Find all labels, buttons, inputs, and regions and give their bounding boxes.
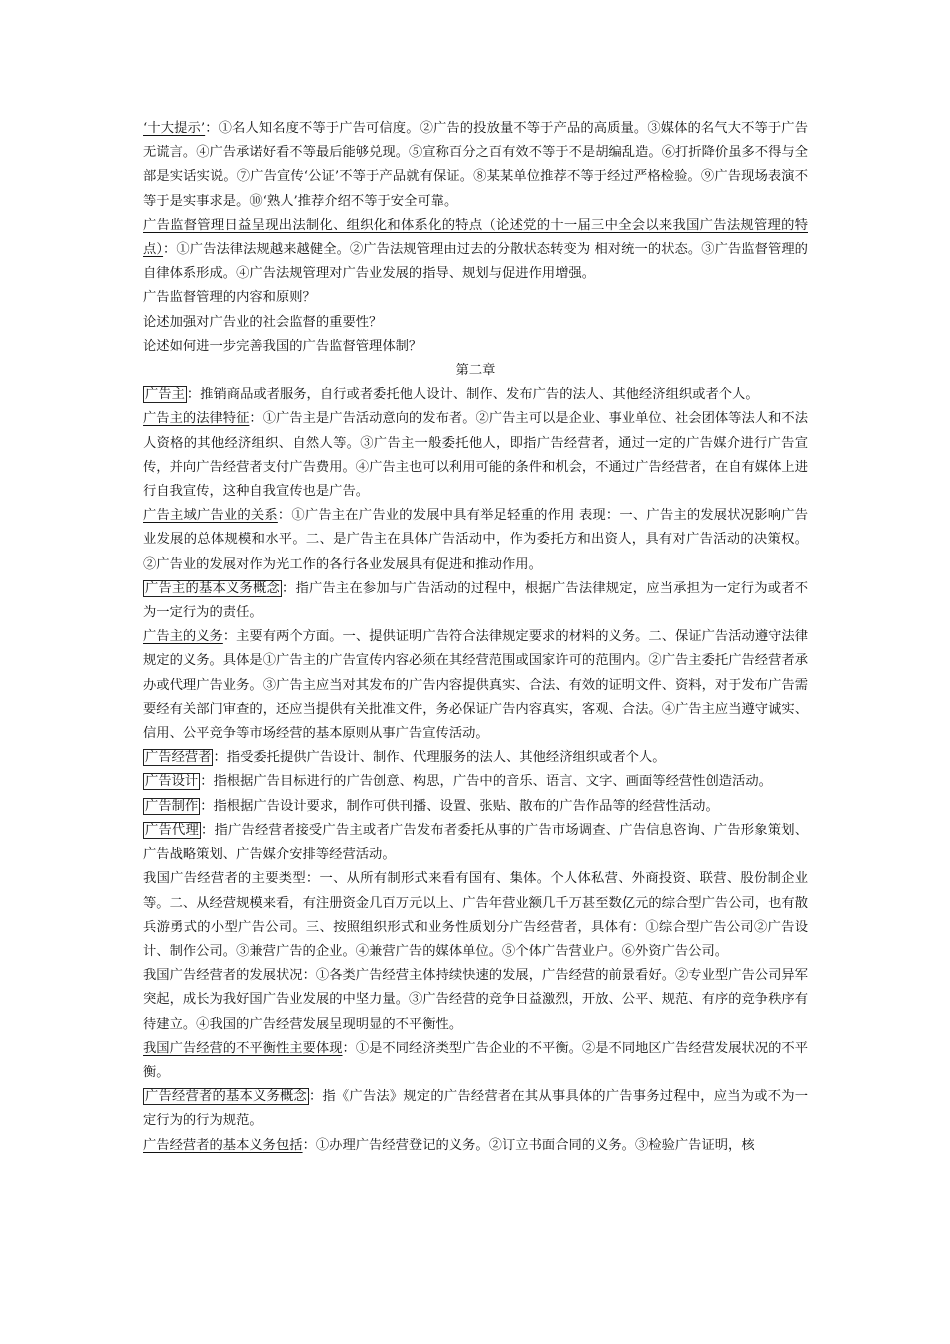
- term-label: 广告经营者的基本义务包括: [143, 1137, 303, 1153]
- document-paragraph: [143, 746, 808, 770]
- document-paragraph: [143, 795, 808, 819]
- term-label: 我国广告经营的不平衡性主要体现: [143, 1040, 343, 1056]
- paragraph-text: ：①办理广告经营登记的义务。②订立书面合同的义务。③检验广告证明，核: [302, 1137, 755, 1153]
- document-paragraph: [143, 577, 808, 625]
- paragraph-text: ：①广告法律法规越来越健全。②广告法规管理由过去的分散状态转变为 相对统一的状态。③广告监督管理的自律体系形成。④广告法规管理对广告业发展的指导、规划与促进作用增强。: [143, 242, 808, 282]
- term-label: 广告制作: [145, 798, 199, 814]
- paragraph-text: ：①广告主在广告业的发展中具有举足轻重的作用 表现：一、广告主的发展状况影响广告业发展的总体规模和水平。二、是广告主在具体广告活动中，作为委托方和出资人，具有对广告活动的决策权。 ②广告业的发展对作为光工作的各行各业发展具有促进和推动作用。: [143, 508, 809, 572]
- document-body: [143, 117, 808, 1158]
- paragraph-text: 论述加强对广告业的社会监督的重要性？: [143, 314, 383, 330]
- term-label: 广告经营者: [145, 750, 212, 766]
- chapter-heading: [143, 359, 808, 383]
- term-label: 广告主: [145, 387, 185, 403]
- paragraph-text: ：指受委托提供广告设计、制作、代理服务的法人、其他经济组织或者个人。: [213, 750, 666, 766]
- document-paragraph: [143, 819, 808, 867]
- term-label: ‘十大提示’: [143, 121, 206, 136]
- paragraph-text: 第二章: [455, 363, 496, 379]
- document-paragraph: [143, 311, 808, 335]
- document-paragraph: [143, 1037, 808, 1085]
- paragraph-text: 广告监督管理的内容和原则？: [143, 290, 316, 306]
- paragraph-text: 我国广告经营者的主要类型：一、从所有制形式来看有国有、集体。个人体私营、外商投资、联营、股份制企业等。二、从经营规模来看，有注册资金几百万元以上、广告年营业额几千万甚至数亿元的综合型广告公司，也有散兵游勇式的小型广告公司。三、按照组织形式和业务性质划分广告经营者，具体有：①综合型广告公司②广告设计、制作公司。③兼营广告的企业。④兼营广告的媒体单位。⑤个体广告营业户。⑥外资广告公司。: [143, 871, 808, 959]
- paragraph-text: ：推销商品或者服务，自行或者委托他人设计、制作、发布广告的法人、其他经济组织或者个人。: [186, 387, 759, 403]
- document-paragraph: [143, 964, 808, 1037]
- document-paragraph: [143, 867, 808, 964]
- term-label: 广告经营者的基本义务概念: [145, 1089, 307, 1105]
- document-paragraph: [143, 286, 808, 310]
- term-label: 广告代理: [145, 822, 199, 838]
- paragraph-text: ：指《广告法》规定的广告经营者在其从事具体的广告事务过程中，应当为或不为一定行为的行为规范。: [143, 1089, 809, 1129]
- term-label: 广告主的基本义务概念: [145, 580, 280, 596]
- paragraph-text: ：指根据广告目标进行的广告创意、构思，广告中的音乐、语言、文字、画面等经营性创造活动。: [200, 774, 772, 790]
- paragraph-text: 论述如何进一步完善我国的广告监督管理体制？: [143, 338, 423, 354]
- term-label: 广告监督管理日益呈现出法制化、组织化和体系化的特点（论述党的十一届三中全会以来我国广告法规管理的特点）: [143, 217, 808, 258]
- paragraph-text: ：指根据广告设计要求，制作可供刊播、设置、张贴、散布的广告作品等的经营性活动。: [200, 798, 719, 814]
- paragraph-text: ：①是不同经济类型广告企业的不平衡。②是不同地区广告经营发展状况的不平衡。: [143, 1040, 809, 1080]
- paragraph-text: ：主要有两个方面。一、提供证明广告符合法律规定要求的材料的义务。二、保证广告活动遵守法律规定的义务。具体是①广告主的广告宣传内容必须在其经营范围或国家许可的范围内。②广告主委托广告经营者承办或代理广告业务。③广告主应当对其发布的广告内容提供真实、合法、有效的证明文件、资料，对于发布广告需要经有关部门审查的，还应当提供有关批准文件，务必保证广告内容真实，客观、合法。④广告主应当遵守诚实、信用、公平竞争等市场经营的基本原则从事广告宣传活动。: [143, 629, 809, 742]
- term-label: 广告主的法律特征: [143, 411, 250, 427]
- paragraph-text: 我国广告经营者的发展状况：①各类广告经营主体持续快速的发展，广告经营的前景看好。②专业型广告公司异军突起，成长为我好国广告业发展的中坚力量。③广告经营的竞争日益激烈，开放、公平、规范、有序的竞争秩序有待建立。④我国的广告经营发展呈现明显的不平衡性。: [143, 968, 808, 1032]
- document-paragraph: [143, 335, 808, 359]
- term-label: 广告设计: [145, 774, 199, 790]
- paragraph-text: ：①名人知名度不等于广告可信度。②广告的投放量不等于产品的高质量。③媒体的名气大不等于广告无谎言。④广告承诺好看不等最后能够兑现。⑤宣称百分之百有效不等于不是胡编乱造。⑥打折降价虽多不得与全部是实话实说。⑦广告宣传‘公证’不等于产品就有保证。⑧某某单位推荐不等于经过严格检验。⑨广告现场表演不等于是实事求是。⑩‘熟人’推荐介绍不等于安全可靠。: [143, 121, 808, 209]
- document-paragraph: [143, 1085, 808, 1133]
- document-paragraph: [143, 770, 808, 794]
- document-paragraph: [143, 383, 808, 407]
- document-paragraph: [143, 1134, 808, 1158]
- document-paragraph: [143, 407, 808, 504]
- document-paragraph: [143, 214, 808, 287]
- document-paragraph: [143, 625, 808, 746]
- term-label: 广告主的义务: [143, 629, 223, 645]
- document-paragraph: [143, 117, 808, 214]
- paragraph-text: ：指广告主在参加与广告活动的过程中，根据广告法律规定，应当承担为一定行为或者不为一定行为的责任。: [143, 580, 809, 621]
- document-paragraph: [143, 504, 808, 577]
- paragraph-text: ：①广告主是广告活动意向的发布者。②广告主可以是企业、事业单位、社会团体等法人和不法人资格的其他经济组织、自然人等。③广告主一般委托他人，即指广告经营者，通过一定的广告媒介进行广告宣传，并向广告经营者支付广告费用。④广告主也可以利用可能的条件和机会，不通过广告经营者，在自有媒体上进行自我宣传，这种自我宣传也是广告。: [143, 411, 809, 500]
- term-label: 广告主域广告业的关系: [143, 508, 278, 524]
- paragraph-text: ：指广告经营者接受广告主或者广告发布者委托从事的广告市场调查、广告信息咨询、广告形象策划、广告战略策划、广告媒介安排等经营活动。: [143, 822, 809, 863]
